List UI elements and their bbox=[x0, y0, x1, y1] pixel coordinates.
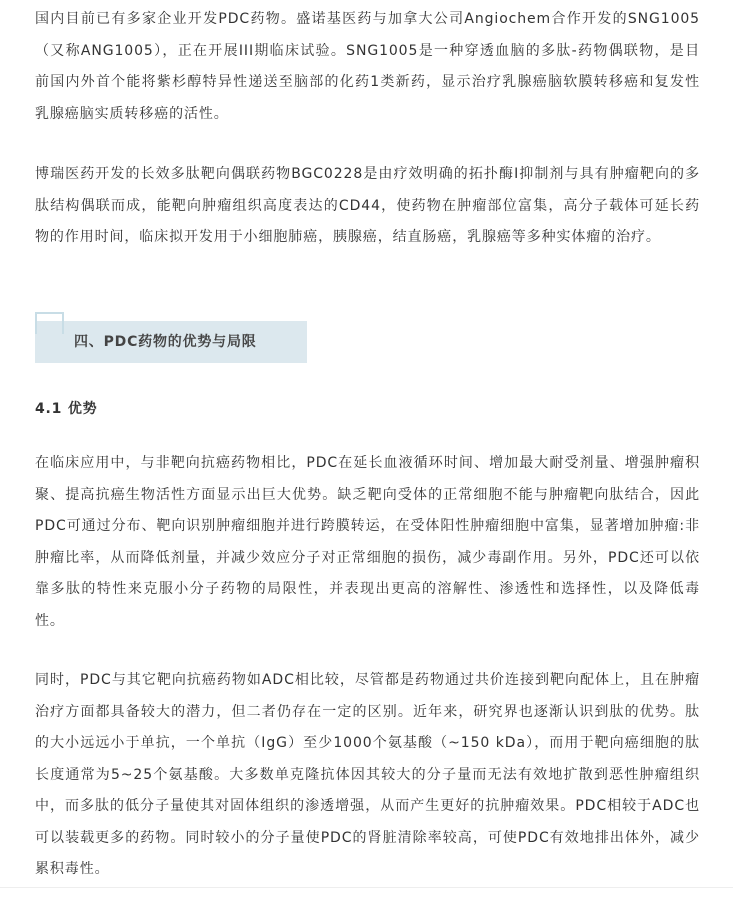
paragraph-pdc-vs-adc: 同时，PDC与其它靶向抗癌药物如ADC相比较，尽管都是药物通过共价连接到靶向配体上，且在肿瘤治疗方面都具备较大的潜力，但二者仍存在一定的区别。近年来，研究界也逐渐认识到肽的优势。肽的大小远远小于单抗，一个单抗（IgG）至少1000个氨基酸（~150 kDa），而用于靶向癌细胞的肽长度通常为5~25个氨基酸。大多数单克隆抗体因其较大的分子量而无法有效地扩散到恶性肿瘤组织中，而多肽的低分子量使其对固体组织的渗透增强，从而产生更好的抗肿瘤效果。PDC相较于ADC也可以装载更多的药物。同时较小的分子量使PDC的肾脏清除率较高，可使PDC有效地排出体外，减少累积毒性。 bbox=[35, 672, 700, 877]
paragraph-pdc-domestic-development: 国内目前已有多家企业开发PDC药物。盛诺基医药与加拿大公司Angiochem合作开发的SNG1005（又称ANG1005），正在开展III期临床试验。SNG1005是一种穿透血脑的多肽-药物偶联物，是目前国内外首个能将紫杉醇特异性递送至脑部的化药1类新药，显示治疗乳腺癌脑软膜转移癌和复发性乳腺癌脑实质转移癌的活性。 bbox=[35, 11, 700, 122]
paragraph-pdc-advantages: 在临床应用中，与非靶向抗癌药物相比，PDC在延长血液循环时间、增加最大耐受剂量、增强肿瘤积聚、提高抗癌生物活性方面显示出巨大优势。缺乏靶向受体的正常细胞不能与肿瘤靶向肽结合，因此PDC可通过分布、靶向识别肿瘤细胞并进行跨膜转运，在受体阳性肿瘤细胞中富集，显著增加肿瘤:非肿瘤比率，从而降低剂量，并减少效应分子对正常细胞的损伤，减少毒副作用。另外，PDC还可以依靠多肽的特性来克服小分子药物的局限性，并表现出更高的溶解性、渗透性和选择性，以及降低毒性。 bbox=[35, 455, 700, 629]
section-title-corner-decoration bbox=[35, 312, 64, 334]
bottom-divider bbox=[0, 887, 733, 888]
subheading-advantages: 4.1 优势 bbox=[35, 401, 98, 417]
section-title: 四、PDC药物的优势与局限 bbox=[74, 334, 257, 350]
paragraph-bgc0228: 博瑞医药开发的长效多肽靶向偶联药物BGC0228是由疗效明确的拓扑酶Ⅰ抑制剂与具有肿瘤靶向的多肽结构偶联而成，能靶向肿瘤组织高度表达的CD44，使药物在肿瘤部位富集，高分子载体可延长药物的作用时间，临床拟开发用于小细胞肺癌，胰腺癌，结直肠癌，乳腺癌等多种实体瘤的治疗。 bbox=[35, 166, 700, 245]
